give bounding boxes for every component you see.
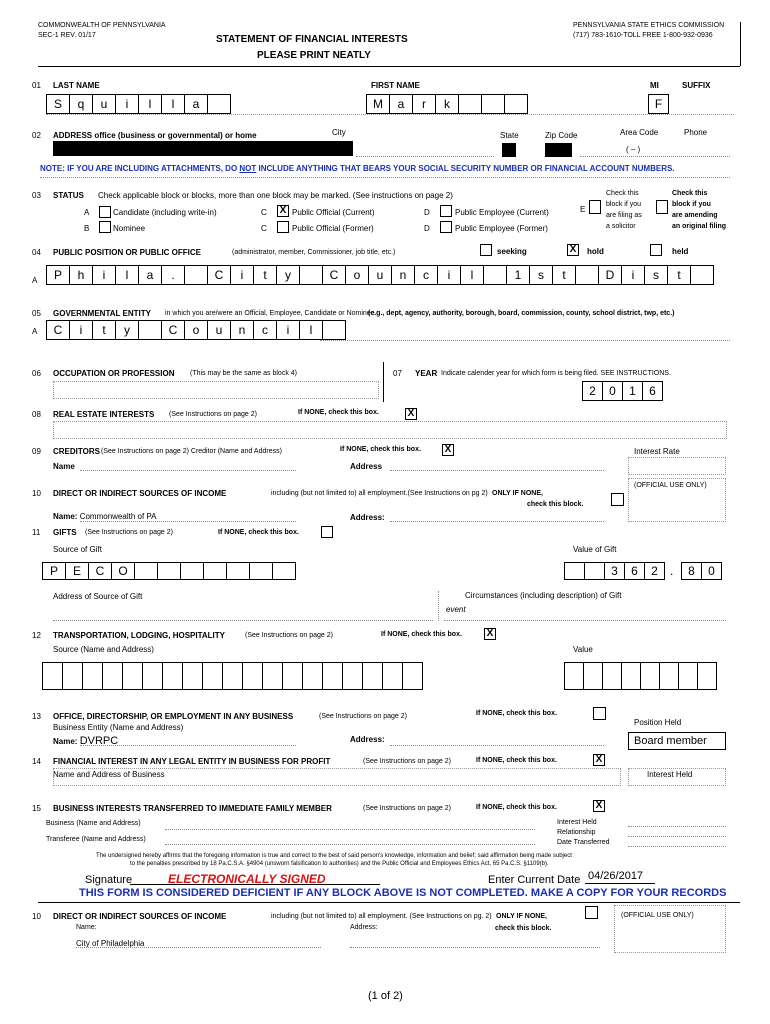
occupation-field[interactable]: [53, 381, 379, 399]
char-cell: i: [92, 265, 116, 285]
zip-field[interactable]: [545, 143, 572, 157]
char-cell: [659, 662, 679, 690]
header-form-rev: SEC-1 REV. 01/17: [38, 32, 96, 39]
char-cell: P: [46, 265, 70, 285]
financial-interest-none-checkbox[interactable]: X: [593, 754, 605, 766]
phone-field[interactable]: ( – ): [626, 145, 641, 154]
char-cell: P: [42, 562, 66, 580]
gift-circumstance-value: event: [446, 605, 466, 614]
char-cell: u: [207, 320, 231, 340]
area-code-label: Area Code: [620, 128, 659, 137]
attachment-note: NOTE: IF YOU ARE INCLUDING ATTACHMENTS, DO NOT INCLUDE ANYTHING THAT BEARS YOUR SOCIAL SECURITY NUMBER OR FINANCIAL ACCOUNT NUMBERS.: [40, 164, 675, 173]
zip-label: Zip Code: [545, 131, 578, 140]
char-cell: [102, 662, 123, 690]
char-cell: C: [88, 562, 112, 580]
suffix-label: SUFFIX: [682, 81, 711, 90]
char-cell: [157, 562, 181, 580]
gift-source-field[interactable]: [42, 562, 295, 580]
mi-label: MI: [650, 81, 659, 90]
state-label: State: [500, 131, 519, 140]
char-cell: h: [69, 265, 93, 285]
char-cell: [82, 662, 103, 690]
page-number: (1 of 2): [368, 990, 403, 1002]
char-cell: [122, 662, 143, 690]
char-cell: t: [552, 265, 576, 285]
char-cell: [180, 562, 204, 580]
solicitor-checkbox[interactable]: [589, 200, 601, 214]
char-cell: [564, 662, 584, 690]
creditors-none-checkbox[interactable]: X: [442, 444, 454, 456]
affirmation-line1: The undersigned hereby affirms that the foregoing information is true and correct to the best of said person's knowledge, information and belief; said affirmation being made subject: [96, 853, 572, 859]
business-transferred-label: BUSINESS INTERESTS TRANSFERRED TO IMMEDIATE FAMILY MEMBER: [53, 804, 332, 813]
gifts-label: GIFTS: [53, 528, 77, 537]
transportation-value-field[interactable]: [564, 662, 716, 690]
public-position-label: PUBLIC POSITION OR PUBLIC OFFICE: [53, 248, 202, 257]
governmental-entity-field[interactable]: [46, 320, 345, 340]
char-cell: [162, 662, 183, 690]
char-cell: [697, 662, 717, 690]
char-cell: C: [161, 320, 185, 340]
transportation-none-checkbox[interactable]: X: [484, 628, 496, 640]
char-cell: i: [621, 265, 645, 285]
char-cell: [583, 662, 603, 690]
header-commission: PENNSYLVANIA STATE ETHICS COMMISSION: [573, 22, 725, 29]
amending-checkbox[interactable]: [656, 200, 668, 214]
char-cell: [249, 562, 273, 580]
char-cell: [322, 320, 346, 340]
char-cell: [299, 265, 323, 285]
char-cell: [483, 265, 507, 285]
char-cell: [203, 562, 227, 580]
first-name-field[interactable]: M a r k: [366, 94, 527, 114]
char-cell: n: [230, 320, 254, 340]
char-cell: [134, 562, 158, 580]
income-sources-label: DIRECT OR INDIRECT SOURCES OF INCOME: [53, 489, 227, 498]
char-cell: t: [253, 265, 277, 285]
gift-value-field[interactable]: 3 6 2: [564, 562, 664, 580]
char-cell: [182, 662, 203, 690]
char-cell: c: [253, 320, 277, 340]
char-cell: [322, 662, 343, 690]
char-cell: l: [460, 265, 484, 285]
char-cell: [282, 662, 303, 690]
real-estate-label: REAL ESTATE INTERESTS: [53, 410, 155, 419]
char-cell: o: [345, 265, 369, 285]
office-none-checkbox[interactable]: [593, 707, 606, 720]
creditors-label: CREDITORS: [53, 447, 100, 456]
char-cell: i: [230, 265, 254, 285]
form-subtitle: PLEASE PRINT NEATLY: [257, 50, 371, 61]
affirmation-line2: to the penalties prescribed by 18 Pa.C.S.A. §4904 (unsworn falsification to authorities) and the Public Official and Employees Ethics Act, 65 Pa.C.S. §1109(b).: [130, 861, 549, 867]
state-field[interactable]: [502, 143, 516, 157]
char-cell: [138, 320, 162, 340]
last-name-label: LAST NAME: [53, 81, 100, 90]
signature-value[interactable]: ELECTRONICALLY SIGNED: [168, 872, 326, 886]
char-cell: s: [644, 265, 668, 285]
char-cell: C: [207, 265, 231, 285]
char-cell: [202, 662, 223, 690]
year-label: YEAR: [415, 369, 438, 378]
seeking-checkbox[interactable]: [480, 244, 492, 256]
char-cell: i: [276, 320, 300, 340]
char-cell: [184, 265, 208, 285]
governmental-entity-label: GOVERNMENTAL ENTITY: [53, 309, 151, 318]
char-cell: [575, 265, 599, 285]
last-name-field[interactable]: S q u i l l a: [46, 94, 230, 114]
interest-rate-label: Interest Rate: [634, 447, 680, 456]
gifts-none-checkbox[interactable]: [321, 526, 333, 538]
char-cell: l: [299, 320, 323, 340]
position-held-field[interactable]: Board member: [628, 732, 726, 750]
char-cell: O: [111, 562, 135, 580]
transportation-label: TRANSPORTATION, LODGING, HOSPITALITY: [53, 631, 225, 640]
char-cell: [272, 562, 296, 580]
char-cell: 1: [506, 265, 530, 285]
office-directorship-label: OFFICE, DIRECTORSHIP, OR EMPLOYMENT IN ANY BUSINESS: [53, 712, 294, 721]
char-cell: [142, 662, 163, 690]
header-phone: (717) 783-1610-TOLL FREE 1-800-932-0936: [573, 32, 713, 39]
financial-interest-label: FINANCIAL INTEREST IN ANY LEGAL ENTITY IN BUSINESS FOR PROFIT: [53, 757, 331, 766]
char-cell: C: [46, 320, 70, 340]
income-name-value-2[interactable]: City of Philadelphia: [76, 939, 145, 948]
solicitor-label: Check this block if you are filing as a solicitor: [606, 190, 642, 230]
char-cell: [362, 662, 383, 690]
first-name-label: FIRST NAME: [371, 81, 420, 90]
header-commonwealth: COMMONWEALTH OF PENNSYLVANIA: [38, 22, 166, 29]
income-sources-label-2: DIRECT OR INDIRECT SOURCES OF INCOME: [53, 912, 227, 921]
official-former-checkbox[interactable]: [277, 221, 289, 233]
address-field[interactable]: [53, 141, 353, 156]
transportation-source-field[interactable]: [42, 662, 422, 690]
char-cell: .: [161, 265, 185, 285]
char-cell: [621, 662, 641, 690]
char-cell: [226, 562, 250, 580]
char-cell: n: [391, 265, 415, 285]
gift-value-decimal-field[interactable]: 8 0: [681, 562, 721, 580]
held-checkbox[interactable]: [650, 244, 662, 256]
char-cell: t: [92, 320, 116, 340]
char-cell: C: [322, 265, 346, 285]
office-name-value: DVRPC: [79, 735, 119, 747]
financial-interest-field[interactable]: [53, 768, 621, 786]
char-cell: [342, 662, 363, 690]
current-date-value[interactable]: 04/26/2017: [588, 870, 644, 882]
char-cell: [222, 662, 243, 690]
char-cell: [678, 662, 698, 690]
char-cell: [640, 662, 660, 690]
income-name-value: Commonwealth of PA: [79, 512, 157, 521]
deficiency-warning: THIS FORM IS CONSIDERED DEFICIENT IF ANY BLOCK ABOVE IS NOT COMPLETED. MAKE A COPY FOR YOUR RECORDS: [79, 887, 727, 899]
char-cell: [690, 265, 714, 285]
char-cell: [382, 662, 403, 690]
hold-checkbox[interactable]: X: [567, 244, 579, 256]
income-none-checkbox[interactable]: [611, 493, 624, 506]
city-label: City: [332, 128, 346, 137]
char-cell: y: [276, 265, 300, 285]
public-position-field[interactable]: [46, 265, 713, 285]
char-cell: [62, 662, 83, 690]
employee-former-checkbox[interactable]: [440, 221, 452, 233]
char-cell: [242, 662, 263, 690]
char-cell: D: [598, 265, 622, 285]
char-cell: [262, 662, 283, 690]
char-cell: u: [368, 265, 392, 285]
real-estate-field[interactable]: [53, 421, 727, 439]
status-instructions: Check applicable block or blocks, more than one block may be marked. (See instructions on page 2): [98, 191, 453, 200]
char-cell: l: [115, 265, 139, 285]
current-date-label: Enter Current Date: [488, 874, 581, 886]
status-label: STATUS: [53, 191, 84, 200]
char-cell: i: [69, 320, 93, 340]
char-cell: [42, 662, 63, 690]
employee-current-checkbox[interactable]: [440, 205, 452, 217]
address-label: ADDRESS office (business or governmental) or home: [53, 131, 257, 140]
income-none-checkbox-2[interactable]: [585, 906, 598, 919]
char-cell: [602, 662, 622, 690]
phone-label: Phone: [684, 128, 708, 137]
signature-label: Signature: [85, 874, 133, 886]
char-cell: t: [667, 265, 691, 285]
amending-label: Check this block if you are amending an original filing: [672, 190, 727, 230]
business-transferred-none-checkbox[interactable]: X: [593, 800, 605, 812]
char-cell: s: [529, 265, 553, 285]
char-cell: [402, 662, 423, 690]
official-current-checkbox[interactable]: X: [277, 205, 289, 217]
interest-rate-field[interactable]: [628, 457, 726, 475]
occupation-label: OCCUPATION OR PROFESSION: [53, 369, 175, 378]
char-cell: E: [65, 562, 89, 580]
nominee-checkbox[interactable]: [99, 221, 111, 233]
char-cell: c: [414, 265, 438, 285]
char-cell: o: [184, 320, 208, 340]
char-cell: i: [437, 265, 461, 285]
char-cell: [302, 662, 323, 690]
candidate-checkbox[interactable]: [99, 206, 111, 218]
form-title: STATEMENT OF FINANCIAL INTERESTS: [216, 34, 408, 45]
real-estate-none-checkbox[interactable]: X: [405, 408, 417, 420]
char-cell: y: [115, 320, 139, 340]
year-field[interactable]: 2 0 1 6: [582, 381, 662, 401]
char-cell: a: [138, 265, 162, 285]
mi-field[interactable]: F: [648, 94, 668, 114]
